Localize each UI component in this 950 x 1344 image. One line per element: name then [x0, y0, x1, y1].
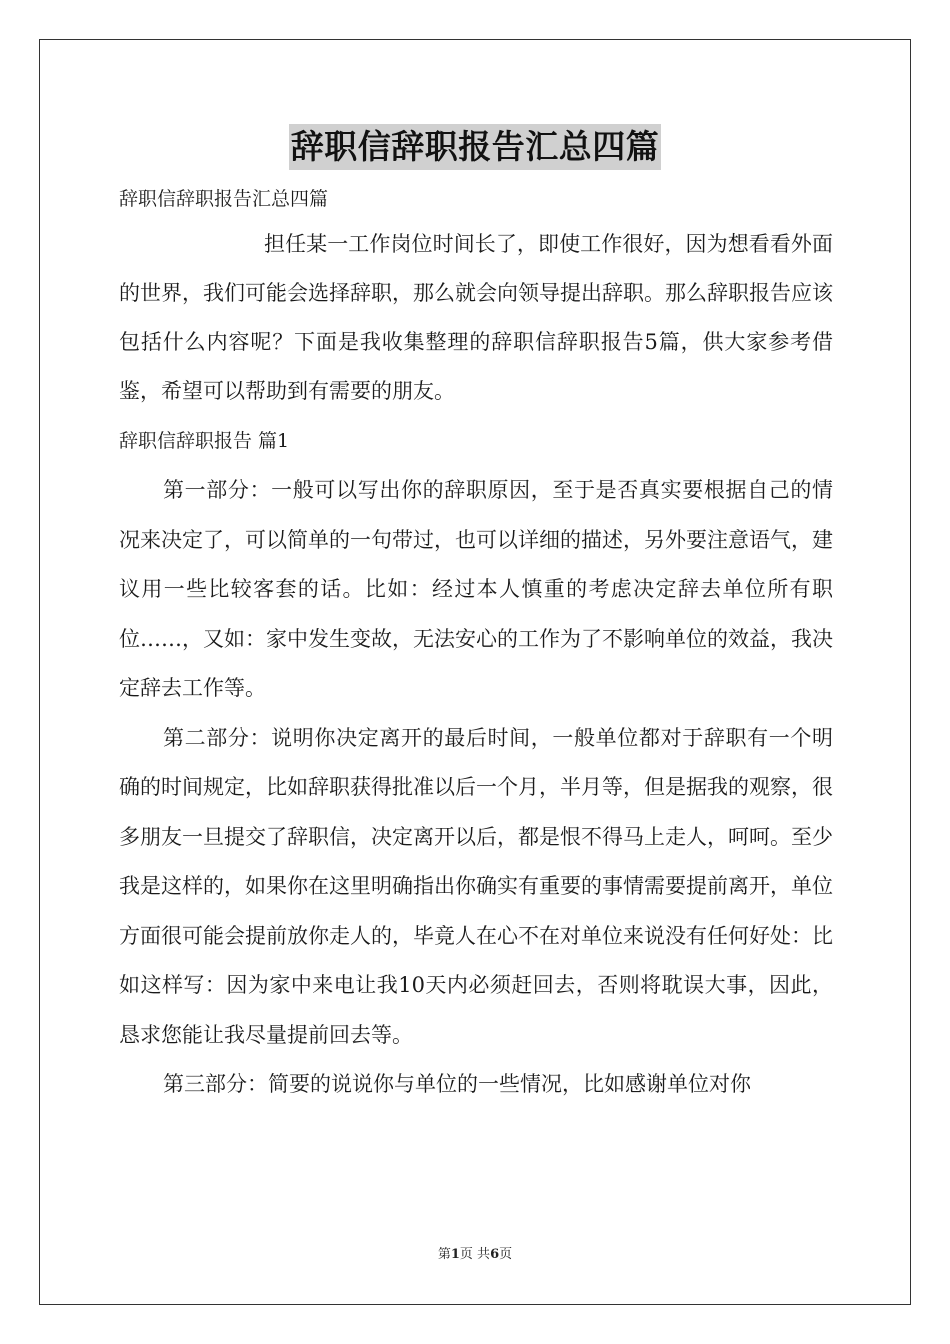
- document-title: 辞职信辞职报告汇总四篇: [289, 124, 662, 170]
- body-paragraph-3: 第三部分：简要的说说你与单位的一些情况，比如感谢单位对你: [163, 1072, 751, 1096]
- page-footer: [0, 1243, 950, 1262]
- body-paragraph-2: 第二部分：说明你决定离开的最后时间，一般单位都对于辞职有一个明确的时间规定，比如辞职获得批准以后一个月，半月等，但是据我的观察，很多朋友一旦提交了辞职信，决定离开以后，都是恨不得马上走人，呵呵。至少我是这样的，如果你在这里明确指出你确实有重要的事情需要提前离开，单位方面很可能会提前放你走人的，毕竟人在心不在对单位来说没有任何好处：比如这样写：因为家中来电让我10天内必须赶回去，否则将耽误大事，因此，恳求您能让我尽量提前回去等。: [119, 725, 833, 1047]
- footer-prefix: 第: [437, 1247, 451, 1262]
- document-body: [119, 178, 833, 1110]
- footer-current-page: 1: [450, 1247, 460, 1262]
- intro-paragraph: 担任某一工作岗位时间长了，即使工作很好，因为想看看外面的世界，我们可能会选择辞职，那么就会向领导提出辞职。那么辞职报告应该包括什么内容呢？下面是我收集整理的辞职信辞职报告5篇，供大家参考借鉴，希望可以帮助到有需要的朋友。: [119, 232, 833, 403]
- footer-suffix: 页: [499, 1247, 513, 1262]
- body-paragraph-1: 第一部分：一般可以写出你的辞职原因，至于是否真实要根据自己的情况来决定了，可以简单的一句带过，也可以详细的描述，另外要注意语气，建议用一些比较客套的话。比如：经过本人慎重的考虑决定辞去单位所有职位……，又如：家中发生变故，无法安心的工作为了不影响单位的效益，我决定辞去工作等。: [119, 478, 833, 700]
- footer-total-pages: 6: [490, 1247, 500, 1262]
- document-subtitle: 辞职信辞职报告汇总四篇: [119, 188, 329, 210]
- footer-mid: 页 共: [459, 1247, 491, 1262]
- section-heading: 辞职信辞职报告 篇1: [119, 430, 290, 452]
- title-container: [0, 124, 950, 170]
